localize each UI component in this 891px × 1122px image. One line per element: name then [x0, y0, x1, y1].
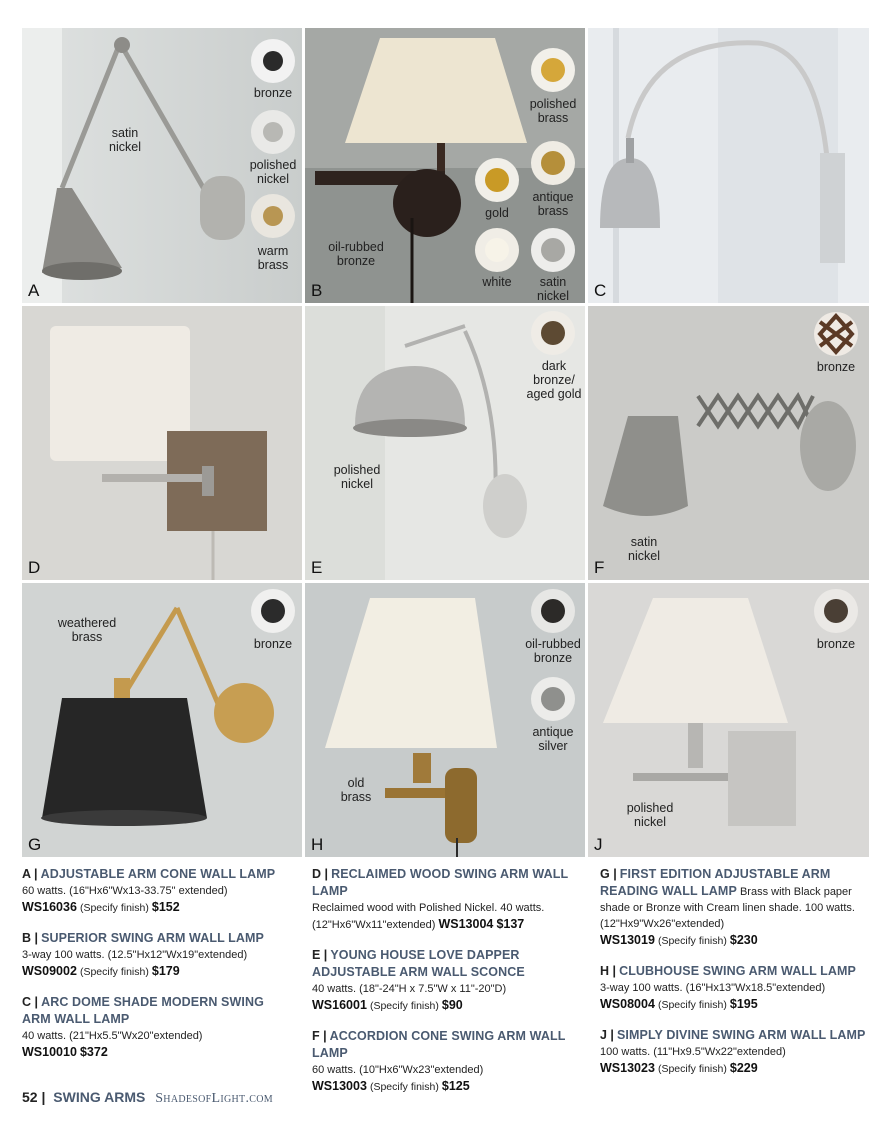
- finish-swatch-antique-silver[interactable]: [531, 677, 575, 721]
- product-photo-g[interactable]: [22, 583, 302, 857]
- finish-swatch-antique-brass[interactable]: [531, 141, 575, 185]
- finish-swatch-polished-brass[interactable]: [531, 48, 575, 92]
- finish-label-bronze: bronze: [253, 86, 293, 100]
- product-price: $90: [441, 998, 463, 1012]
- page-number: 52 |: [22, 1089, 46, 1105]
- product-sku: WS13004: [438, 917, 494, 931]
- finish-swatch-bronze[interactable]: [814, 589, 858, 633]
- product-price: $137: [496, 917, 525, 931]
- photo-letter: E: [311, 558, 323, 577]
- product-desc-e: E | YOUNG HOUSE LOVE DAPPER ADJUSTABLE ARM WALL SCONCE 40 watts. (18"-24"H x 7.5"W x 11"-20"D) WS16001 (Specify finish) $90: [312, 948, 525, 1012]
- product-photo-e[interactable]: [305, 306, 585, 580]
- product-sku: WS09002: [22, 964, 77, 978]
- finish-swatch-bronze[interactable]: [251, 589, 295, 633]
- product-title[interactable]: SIMPLY DIVINE SWING ARM WALL LAMP: [617, 1028, 866, 1042]
- product-photo-c[interactable]: [588, 28, 869, 303]
- section-title: SWING ARMS: [53, 1089, 146, 1105]
- finish-label-main: oil-rubbed bronze: [328, 240, 384, 268]
- finish-label-dark-bronze-aged-gold: dark bronze/ aged gold: [526, 359, 582, 401]
- finish-label-main: old brass: [340, 776, 372, 804]
- photo-letter: J: [594, 835, 603, 854]
- product-photo-d[interactable]: [22, 306, 302, 580]
- product-sku: WS13023: [600, 1061, 655, 1075]
- finish-swatch-white[interactable]: [475, 228, 519, 272]
- finish-swatch-gold[interactable]: [475, 158, 519, 202]
- finish-label-white: white: [482, 275, 512, 289]
- desc-column-2: [312, 866, 582, 1109]
- product-desc-b: B | SUPERIOR SWING ARM WALL LAMP 3-way 100 watts. (12.5"Hx12"Wx19"extended) WS09002 (Specify finish) $179: [22, 931, 264, 978]
- product-desc-a: A | ADJUSTABLE ARM CONE WALL LAMP 60 watts. (16"Hx6"Wx13-33.75" extended) WS16036 (Specify finish) $152: [22, 867, 276, 914]
- finish-swatch-dark-bronze-aged-gold[interactable]: [531, 311, 575, 355]
- finish-label-antique-brass: antique brass: [532, 190, 574, 218]
- product-photo-f[interactable]: [588, 306, 869, 580]
- product-sku: WS13003: [312, 1079, 367, 1093]
- product-title[interactable]: RECLAIMED WOOD SWING ARM WALL LAMP: [312, 867, 568, 898]
- product-price: $125: [441, 1079, 470, 1093]
- product-price: $372: [79, 1045, 108, 1059]
- product-price: $230: [729, 933, 758, 947]
- product-price: $229: [729, 1061, 758, 1075]
- finish-label-bronze: bronze: [253, 637, 293, 651]
- product-desc-d: D | RECLAIMED WOOD SWING ARM WALL LAMP Reclaimed wood with Polished Nickel. 40 watts. (12"Hx6"Wx11"extended) WS13004 $137: [312, 867, 568, 931]
- finish-swatch-bronze[interactable]: [814, 312, 858, 356]
- finish-label-bronze: bronze: [816, 360, 856, 374]
- product-photo-b[interactable]: [305, 28, 585, 303]
- photo-letter: F: [594, 558, 605, 577]
- finish-label-oil-rubbed-bronze: oil-rubbed bronze: [525, 637, 581, 665]
- product-price: $179: [151, 964, 180, 978]
- finish-label-bronze: bronze: [816, 637, 856, 651]
- finish-label-antique-silver: antique silver: [532, 725, 574, 753]
- product-photo-a[interactable]: [22, 28, 302, 303]
- product-title[interactable]: ACCORDION CONE SWING ARM WALL LAMP: [312, 1029, 566, 1060]
- photo-letter: B: [311, 281, 323, 300]
- product-desc-h: H | CLUBHOUSE SWING ARM WALL LAMP 3-way 100 watts. (16"Hx13"Wx18.5"extended) WS08004 (Specify finish) $195: [600, 964, 856, 1011]
- product-title[interactable]: ARC DOME SHADE MODERN SWING ARM WALL LAMP: [22, 995, 264, 1026]
- finish-label-polished-brass: polished brass: [529, 97, 577, 125]
- finish-label-warm-brass: warm brass: [257, 244, 289, 272]
- product-desc-f: F | ACCORDION CONE SWING ARM WALL LAMP 60 watts. (10"Hx6"Wx23"extended) WS13003 (Specify finish) $125: [312, 1029, 566, 1093]
- product-desc-g: G | FIRST EDITION ADJUSTABLE ARM READING WALL LAMP Brass with Black paper shade or Bronze with Cream linen shade. 100 watts. (12"Hx9"Wx26"extended) WS13019 (Specify finish) $230: [600, 867, 855, 947]
- finish-swatch-bronze[interactable]: [251, 39, 295, 83]
- photo-letter: G: [28, 835, 42, 854]
- product-price: $152: [151, 900, 180, 914]
- finish-label-main: polished nickel: [626, 801, 674, 829]
- finish-swatch-polished-nickel[interactable]: [251, 110, 295, 154]
- finish-swatch-satin-nickel[interactable]: [531, 228, 575, 272]
- finish-label-main: satin nickel: [628, 535, 660, 563]
- photo-letter: A: [28, 281, 40, 300]
- product-title[interactable]: FIRST EDITION ADJUSTABLE ARM READING WALL LAMP: [600, 867, 831, 898]
- product-photo-h[interactable]: [305, 583, 585, 857]
- finish-swatch-oil-rubbed-bronze[interactable]: [531, 589, 575, 633]
- photo-letter: D: [28, 558, 41, 577]
- finish-swatch-warm-brass[interactable]: [251, 194, 295, 238]
- product-title[interactable]: ADJUSTABLE ARM CONE WALL LAMP: [40, 867, 276, 881]
- product-title[interactable]: YOUNG HOUSE LOVE DAPPER ADJUSTABLE ARM WALL SCONCE: [312, 948, 525, 979]
- finish-label-main: weathered brass: [57, 616, 117, 644]
- finish-label-polished-nickel: polished nickel: [249, 158, 297, 186]
- product-desc-c: C | ARC DOME SHADE MODERN SWING ARM WALL LAMP 40 watts. (21"Hx5.5"Wx20"extended) WS10010 $372: [22, 995, 264, 1059]
- photo-letter: C: [594, 281, 607, 300]
- product-sku: WS13019: [600, 933, 655, 947]
- brand-logo-text[interactable]: ShadesofLight.com: [155, 1091, 273, 1106]
- product-title[interactable]: CLUBHOUSE SWING ARM WALL LAMP: [619, 964, 856, 978]
- product-desc-j: J | SIMPLY DIVINE SWING ARM WALL LAMP 100 watts. (11"Hx9.5"Wx22"extended) WS13023 (Specify finish) $229: [600, 1028, 866, 1075]
- photo-letter: H: [311, 835, 324, 854]
- finish-label-main: satin nickel: [109, 126, 141, 154]
- desc-column-3: [600, 866, 868, 1091]
- product-price: $195: [729, 997, 758, 1011]
- product-sku: WS08004: [600, 997, 655, 1011]
- finish-label-satin-nickel: satin nickel: [537, 275, 569, 303]
- desc-column-1: [22, 866, 292, 1075]
- finish-label-main: polished nickel: [333, 463, 381, 491]
- product-sku: WS10010: [22, 1045, 77, 1059]
- page-footer: [22, 1089, 273, 1107]
- finish-label-gold: gold: [485, 206, 509, 220]
- product-photo-j[interactable]: [588, 583, 869, 857]
- product-sku: WS16036: [22, 900, 77, 914]
- product-sku: WS16001: [312, 998, 367, 1012]
- product-title[interactable]: SUPERIOR SWING ARM WALL LAMP: [41, 931, 264, 945]
